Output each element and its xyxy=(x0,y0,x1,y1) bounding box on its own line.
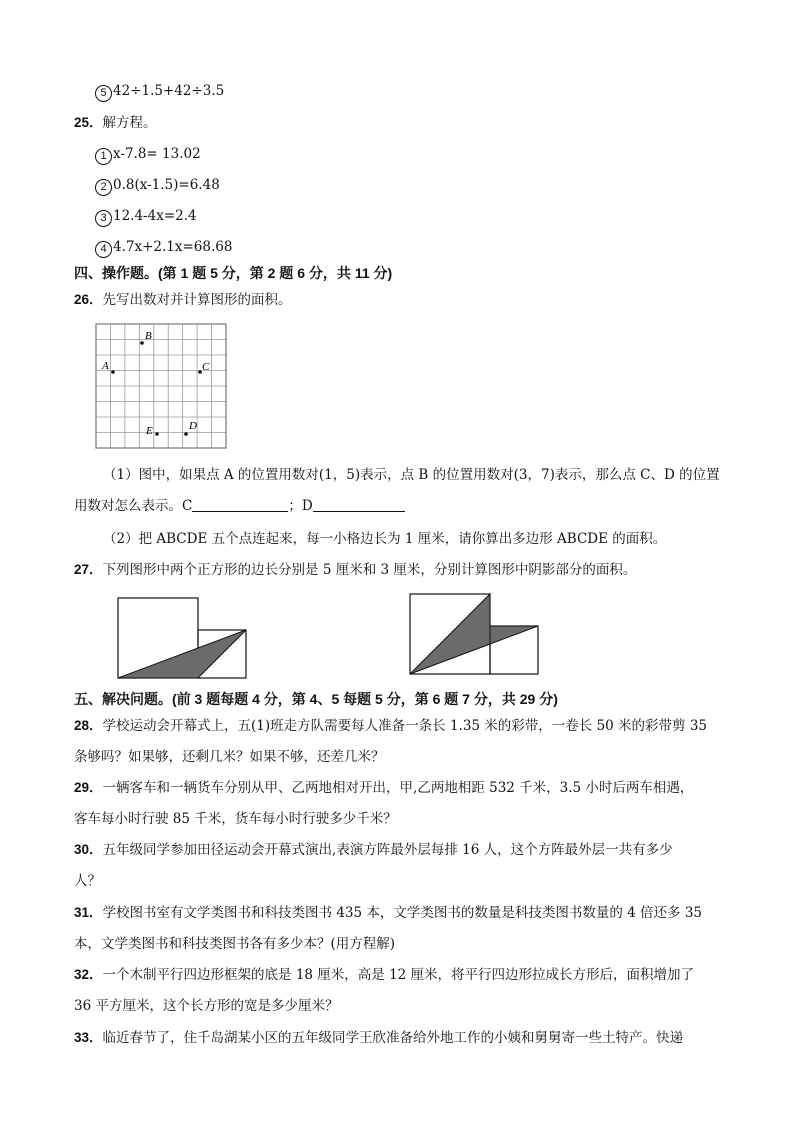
coordinate-grid-figure xyxy=(94,322,234,454)
question-number: 31 xyxy=(74,905,90,920)
q30-line1: 30．五年级同学参加田径运动会开幕式演出,表演方阵最外层每排 16 人，这个方阵最外层一共有多少 xyxy=(74,842,673,858)
label-e: E xyxy=(146,425,153,437)
question-text: 学校图书室有文学类图书和科技类图书 435 本，文学类图书的数量是科技类图书数量的 4 倍还多 35 xyxy=(102,905,703,921)
q31-line2: 本，文学类图书和科技类图书各有多少本？(用方程解) xyxy=(74,936,396,952)
label-b: B xyxy=(145,330,152,342)
shaded-triangle-large xyxy=(410,594,490,674)
question-text: 学校运动会开幕式上，五(1)班走方队需要每人准备一条长 1.35 米的彩带，一卷长 50 米的彩带剪 35 xyxy=(102,718,708,734)
question-text: 一辆客车和一辆货车分别从甲、乙两地相对开出，甲,乙两地相距 532 千米，3.5 小时后两车相遇， xyxy=(102,780,694,796)
q32-line1: 32．一个木制平行四边形框架的底是 18 厘米，高是 12 厘米，将平行四边形拉成长方形后，面积增加了 xyxy=(74,967,695,983)
point-a xyxy=(111,370,115,374)
squares-figure-left xyxy=(110,590,260,686)
question-number: 29 xyxy=(74,780,90,795)
answer-blank-c[interactable] xyxy=(192,497,288,512)
point-e xyxy=(155,432,159,436)
question-number: 30 xyxy=(74,842,90,857)
question-text: 解方程。 xyxy=(102,115,157,131)
q32-line2: 36 平方厘米，这个长方形的宽是多少厘米？ xyxy=(74,998,339,1014)
circled-number: 2 xyxy=(95,179,112,196)
q30-line2: 人？ xyxy=(74,873,101,889)
point-d xyxy=(184,432,188,436)
question-text: 下列图形中两个正方形的边长分别是 5 厘米和 3 厘米，分别计算图形中阴影部分的面积。 xyxy=(102,562,637,578)
q25-item-2 xyxy=(95,176,220,196)
q29-line1: 29．一辆客车和一辆货车分别从甲、乙两地相对开出，甲,乙两地相距 532 千米，3.5 小时后两车相遇， xyxy=(74,780,694,796)
question-number: 26 xyxy=(74,292,90,307)
question-text: 先写出数对并计算图形的面积。 xyxy=(102,292,292,308)
q28-line1: 28．学校运动会开幕式上，五(1)班走方队需要每人准备一条长 1.35 米的彩带，一卷长 50 米的彩带剪 35 xyxy=(74,718,708,734)
circled-number: 1 xyxy=(95,148,112,165)
equation: 0.8(x-1.5)=6.48 xyxy=(113,177,220,193)
prompt-c: 用数对怎么表示。C xyxy=(74,498,193,514)
q25-item-1 xyxy=(95,145,201,165)
section-4-heading: 四、操作题。(第 1 题 5 分，第 2 题 6 分，共 11 分) xyxy=(74,265,393,281)
point-b xyxy=(140,341,144,345)
q26-part1-line1: （1）图中，如果点 A 的位置用数对(1，5)表示，点 B 的位置用数对(3，7)表示，那么点 C、D 的位置 xyxy=(103,467,720,483)
question-text: 一个木制平行四边形框架的底是 18 厘米，高是 12 厘米，将平行四边形拉成长方形后，面积增加了 xyxy=(102,967,695,983)
question-text: 五年级同学参加田径运动会开幕式演出,表演方阵最外层每排 16 人，这个方阵最外层一共有多少 xyxy=(102,842,673,858)
q33-line1: 33．临近春节了，住千岛湖某小区的五年级同学王欣准备给外地工作的小姨和舅舅寄一些土特产。快递 xyxy=(74,1030,684,1046)
question-number: 33 xyxy=(74,1030,90,1045)
q25-item-4 xyxy=(95,238,232,258)
q26-part1-line2 xyxy=(74,497,405,515)
prompt-d: ；D xyxy=(288,498,313,514)
question-number: 32 xyxy=(74,967,90,982)
q29-line2: 客车每小时行驶 85 千米，货车每小时行驶多少千米？ xyxy=(74,811,397,827)
circled-number: 5 xyxy=(95,85,112,102)
expression: 42÷1.5+42÷3.5 xyxy=(113,83,225,99)
q31-line1: 31．学校图书室有文学类图书和科技类图书 435 本，文学类图书的数量是科技类图书数量的 4 倍还多 35 xyxy=(74,905,703,921)
circled-number: 3 xyxy=(95,210,112,227)
q28-line2: 条够吗？如果够，还剩几米？如果不够，还差几米？ xyxy=(74,749,385,765)
question-number: 27 xyxy=(74,562,90,577)
circled-number: 4 xyxy=(95,241,112,258)
shaded-triangle-small xyxy=(490,626,538,644)
q27-title: 27．下列图形中两个正方形的边长分别是 5 厘米和 3 厘米，分别计算图形中阴影部分的面积。 xyxy=(74,562,637,578)
equation: 12.4-4x=2.4 xyxy=(113,208,197,224)
q24-item-5 xyxy=(95,82,224,102)
label-a: A xyxy=(102,360,109,372)
answer-blank-d[interactable] xyxy=(313,497,405,512)
section-5-heading: 五、解决问题。(前 3 题每题 4 分，第 4、5 每题 5 分，第 6 题 7 分，共 29 分) xyxy=(74,691,558,707)
question-text: 临近春节了，住千岛湖某小区的五年级同学王欣准备给外地工作的小姨和舅舅寄一些土特产。快递 xyxy=(102,1030,684,1046)
shaded-triangle xyxy=(118,630,246,678)
q26-title: 26．先写出数对并计算图形的面积。 xyxy=(74,292,292,308)
question-number: 28 xyxy=(74,718,90,733)
question-number: 25 xyxy=(74,115,90,130)
label-d: D xyxy=(189,420,197,432)
q25-item-3 xyxy=(95,207,197,227)
q25-title: 25．解方程。 xyxy=(74,115,157,131)
squares-figure-right xyxy=(402,588,552,684)
equation: x-7.8= 13.02 xyxy=(113,146,201,162)
equation: 4.7x+2.1x=68.68 xyxy=(113,239,233,255)
q26-part2: （2）把 ABCDE 五个点连起来，每一小格边长为 1 厘米，请你算出多边形 ABCDE 的面积。 xyxy=(103,531,667,547)
label-c: C xyxy=(202,361,210,373)
